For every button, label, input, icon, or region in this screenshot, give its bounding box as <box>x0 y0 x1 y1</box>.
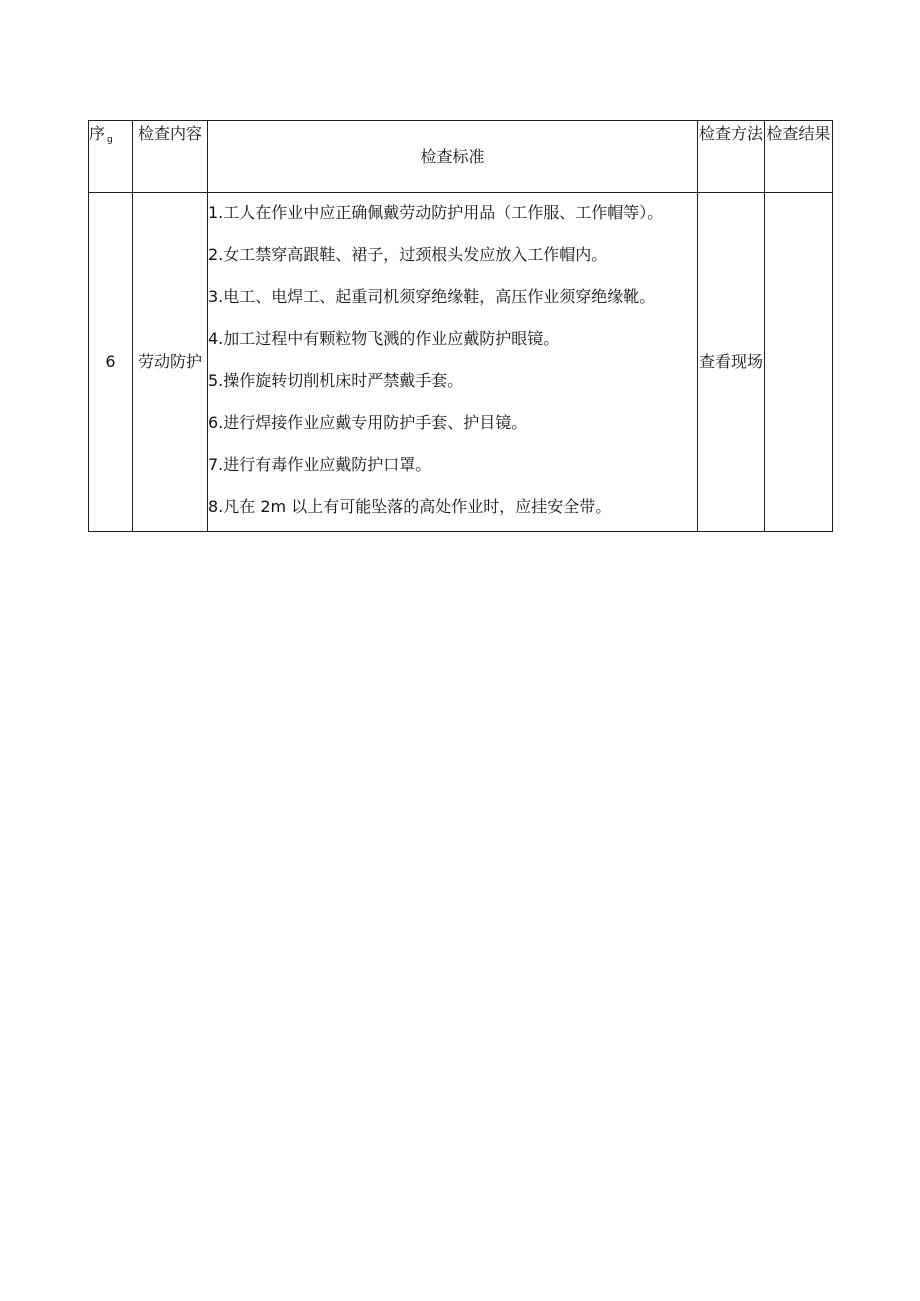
header-method: 检查方法 <box>698 121 765 193</box>
header-seq-label: 序 <box>89 124 106 143</box>
header-seq-sub: g <box>107 135 113 145</box>
row-method: 查看现场 <box>698 193 765 532</box>
inspection-table <box>88 120 833 532</box>
standard-item: 7.进行有毒作业应戴防护口罩。 <box>208 455 432 474</box>
table-header-row <box>89 121 833 193</box>
standard-item: 1.工人在作业中应正确佩戴劳动防护用品（工作服、工作帽等）。 <box>208 203 664 222</box>
header-standard: 检查标准 <box>208 121 698 193</box>
row-content: 劳动防护 <box>133 193 208 532</box>
standard-item: 8.凡在 2m 以上有可能坠落的高处作业时，应挂安全带。 <box>208 497 612 516</box>
standard-item: 5.操作旋转切削机床时严禁戴手套。 <box>208 371 464 390</box>
row-standards <box>208 193 698 532</box>
standard-item: 4.加工过程中有颗粒物飞溅的作业应戴防护眼镜。 <box>208 329 560 348</box>
header-result: 检查结果 <box>765 121 833 193</box>
header-seq <box>89 121 133 193</box>
row-seq: 6 <box>89 193 133 532</box>
table-row <box>89 193 833 532</box>
row-result <box>765 193 833 532</box>
standard-item: 3.电工、电焊工、起重司机须穿绝缘鞋，高压作业须穿绝缘靴。 <box>208 287 656 306</box>
header-content: 检查内容 <box>133 121 208 193</box>
standard-item: 6.进行焊接作业应戴专用防护手套、护目镜。 <box>208 413 528 432</box>
standard-item: 2.女工禁穿高跟鞋、裙子，过颈根头发应放入工作帽内。 <box>208 245 608 264</box>
